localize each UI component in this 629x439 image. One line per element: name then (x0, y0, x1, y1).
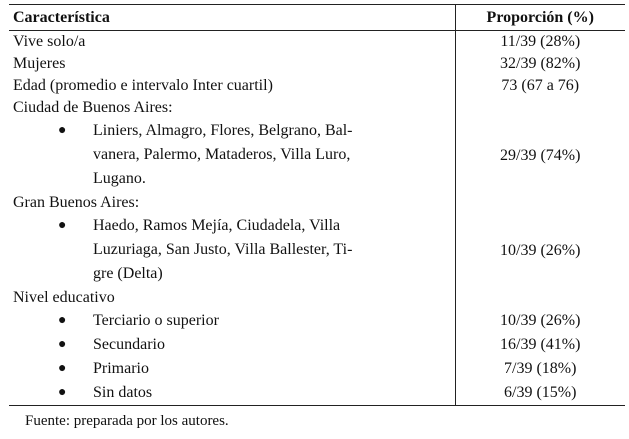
row-value (455, 192, 625, 214)
bullet-item (13, 333, 455, 357)
row-value (455, 287, 625, 309)
bullet-icon: ● (58, 123, 67, 138)
row-label: Ciudad de Buenos Aires: (9, 97, 455, 119)
row-label: Sin datos (93, 384, 153, 401)
table-row (9, 309, 625, 333)
row-label-line: Liniers, Almagro, Flores, Belgrano, Bal- (93, 122, 353, 139)
bullet-item (13, 381, 455, 405)
table-row (9, 381, 625, 406)
row-value: 10/39 (26%) (500, 312, 581, 329)
table-header-row (9, 5, 625, 31)
table-row (9, 214, 625, 287)
bullet-icon: ● (58, 337, 67, 352)
row-label-line: vanera, Palermo, Mataderos, Villa Luro, (93, 146, 351, 163)
characteristics-table (9, 4, 625, 406)
row-value: 10/39 (26%) (500, 241, 581, 259)
bullet-item (13, 214, 455, 286)
row-value: 73 (67 a 76) (501, 77, 580, 94)
row-value (455, 97, 625, 119)
row-value: 11/39 (28%) (500, 33, 581, 50)
table-row (9, 333, 625, 357)
table-row (9, 357, 625, 381)
bullet-item (13, 309, 455, 333)
bullet-icon: ● (58, 218, 67, 233)
table-row (9, 97, 625, 119)
row-label: Nivel educativo (9, 287, 455, 309)
row-value: 6/39 (15%) (455, 381, 625, 406)
table-row (9, 287, 625, 309)
bullet-item (13, 119, 455, 191)
table-row (9, 53, 625, 75)
row-label: Mujeres (9, 53, 455, 75)
row-value: 32/39 (82%) (500, 55, 581, 72)
row-label-line: gre (Delta) (93, 265, 163, 282)
row-label: Edad (promedio e intervalo Inter cuartil) (9, 75, 455, 97)
bullet-icon: ● (58, 361, 67, 376)
source-note: Fuente: preparada por los autores. (25, 413, 229, 429)
row-label: Vive solo/a (9, 31, 455, 54)
table-row (9, 75, 625, 97)
header-proportion: Proporción (%) (455, 5, 625, 31)
row-label-line: Luzuriaga, San Justo, Villa Ballester, Ti- (93, 241, 353, 258)
bullet-icon: ● (58, 313, 67, 328)
row-label-line: Lugano. (93, 170, 146, 187)
table-row (9, 119, 625, 192)
row-label-line: Haedo, Ramos Mejía, Ciudadela, Villa (93, 217, 341, 234)
characteristics-table-container (9, 4, 625, 406)
row-value: 7/39 (18%) (504, 360, 577, 377)
row-label: Secundario (93, 336, 165, 353)
table-row (9, 192, 625, 214)
row-label: Gran Buenos Aires: (9, 192, 455, 214)
table-row (9, 31, 625, 54)
row-value: 16/39 (41%) (500, 336, 581, 353)
row-label: Primario (93, 360, 149, 377)
row-label: Terciario o superior (93, 312, 219, 329)
bullet-item (13, 357, 455, 381)
header-characteristic: Característica (9, 5, 455, 31)
bullet-icon: ● (58, 385, 67, 400)
row-value: 29/39 (74%) (500, 146, 581, 164)
